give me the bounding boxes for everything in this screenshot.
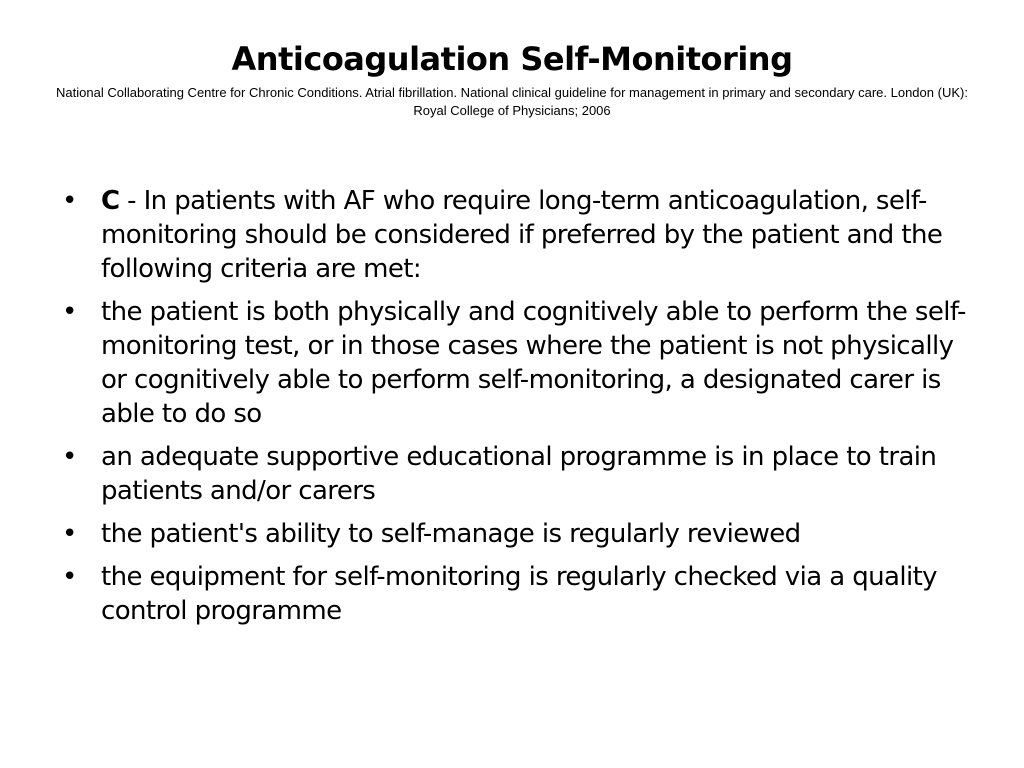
bullet-text: - In patients with AF who require long-term anticoagulation, self-monitoring should be considered if preferred by the patient and the following criteria are met: [101, 186, 943, 284]
content-area [60, 184, 980, 637]
bullet-text: an adequate supportive educational programme is in place to train patients and/or carers [101, 442, 937, 506]
bullet-item [60, 517, 980, 551]
slide-subtitle-citation: National Collaborating Centre for Chronic Conditions. Atrial fibrillation. National clinical guideline for management in primary and secondary care. London (UK): Royal College of Physicians; 2006 [56, 85, 968, 118]
bullet-item [60, 184, 980, 286]
bullet-item [60, 440, 980, 508]
bullet-item [60, 295, 980, 431]
bullet-text: the patient is both physically and cognitively able to perform the self-monitoring test, or in those cases where the patient is not physically or cognitively able to perform self-monitoring, a designated carer is able to do so [101, 297, 966, 429]
bullet-dot-icon: • [62, 297, 77, 327]
title-block [50, 36, 974, 120]
bullet-dot-icon: • [62, 562, 77, 592]
bullet-dot-icon: • [62, 186, 77, 216]
bullet-dot-icon: • [62, 442, 77, 472]
slide-title: Anticoagulation Self-Monitoring [231, 40, 793, 78]
bullet-dot-icon: • [62, 519, 77, 549]
bullet-text: the equipment for self-monitoring is regularly checked via a quality control programme [101, 562, 937, 626]
bullet-list [60, 184, 980, 628]
bullet-text: the patient's ability to self-manage is regularly reviewed [101, 519, 801, 549]
bullet-item [60, 560, 980, 628]
recommendation-grade: C [101, 186, 120, 216]
